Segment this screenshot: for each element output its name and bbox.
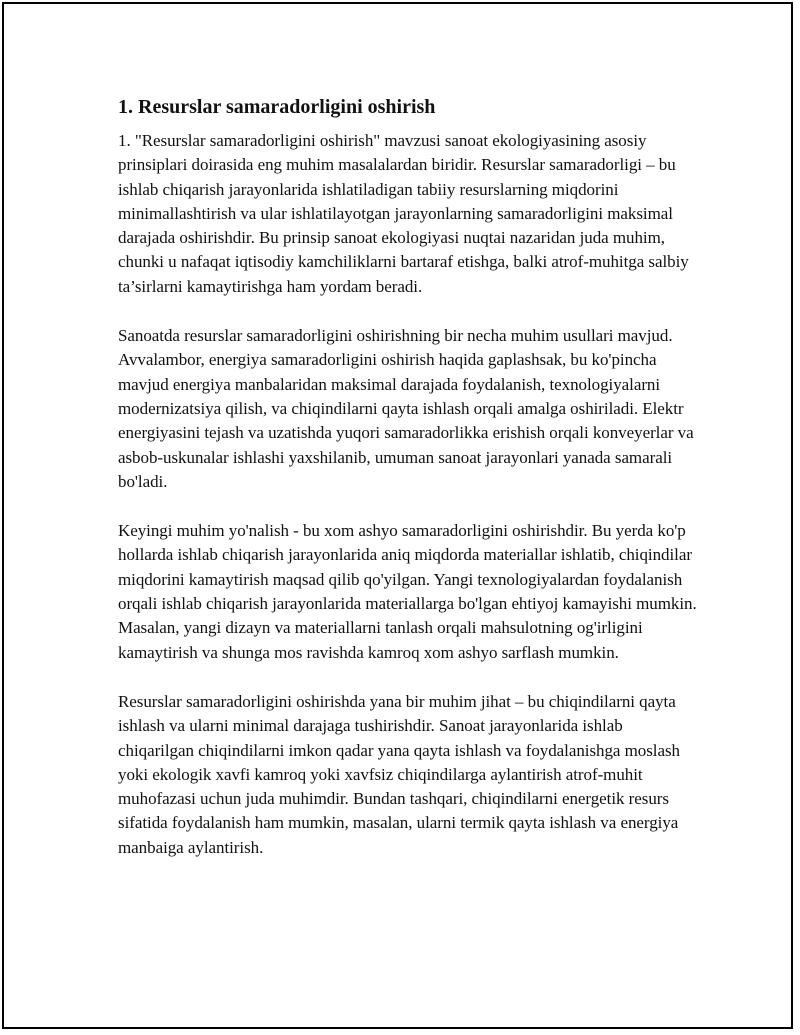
section-heading: 1. Resurslar samaradorligini oshirish	[118, 96, 436, 118]
paragraph-1: 1. "Resurslar samaradorligini oshirish" mavzusi sanoat ekologiyasining asosiy prinsiplari doirasida eng muhim masalalardan biridir. Resurslar samaradorligi – bu ishlab chiqarish jarayonlarida ishlatiladigan tabiiy resurslarning miqdorini minimallashtirish va ular ishlatilayotgan jarayonlarning samaradorligini maksimal darajada oshirishdir. Bu prinsip sanoat ekologiyasi nuqtai nazaridan juda muhim, chunki u nafaqat iqtisodiy kamchiliklarni bartaraf etishga, balki atrof-muhitga salbiy ta’sirlarni kamaytirishga ham yordam beradi.	[118, 131, 689, 296]
paragraph-3: Keyingi muhim yo'nalish - bu xom ashyo samaradorligini oshirishdir. Bu yerda ko'p hollarda ishlab chiqarish jarayonlarida aniq miqdorda materiallar ishlatib, chiqindilar miqdorini kamaytirish maqsad qilib qo'yilgan. Yangi texnologiyalardan foydalanish orqali ishlab chiqarish jarayonlarida materiallarga bo'lgan ehtiyoj kamayishi mumkin. Masalan, yangi dizayn va materiallarni tanlash orqali mahsulotning og'irligini kamaytirish va shunga mos ravishda kamroq xom ashyo sarflash mumkin.	[118, 521, 697, 662]
paragraph-4: Resurslar samaradorligini oshirishda yana bir muhim jihat – bu chiqindilarni qayta ishlash va ularni minimal darajaga tushirishdir. Sanoat jarayonlarida ishlab chiqarilgan chiqindilarni imkon qadar yana qayta ishlash va foydalanishga moslash yoki ekologik xavfi kamroq yoki xavfsiz chiqindilarga aylantirish atrof-muhit muhofazasi uchun juda muhimdir. Bundan tashqari, chiqindilarni energetik resurs sifatida foydalanish ham mumkin, masalan, ularni termik qayta ishlash va energiya manbaiga aylantirish.	[118, 691, 680, 857]
paragraph-2: Sanoatda resurslar samaradorligini oshirishning bir necha muhim usullari mavjud. Avvalambor, energiya samaradorligini oshirish haqida gaplashsak, bu ko'pincha mavjud energiya manbalaridan maksimal darajada foydalanish, texnologiyalarni modernizatsiya qilish, va chiqindilarni qayta ishlash orqali amalga oshiriladi. Elektr energiyasini tejash va uzatishda yuqori samaradorlikka erishish orqali konveyerlar va asbob-uskunalar ishlashi yaxshilanib, umuman sanoat jarayonlari yanada samarali bo'ladi.	[118, 326, 694, 491]
document-body	[118, 95, 698, 885]
